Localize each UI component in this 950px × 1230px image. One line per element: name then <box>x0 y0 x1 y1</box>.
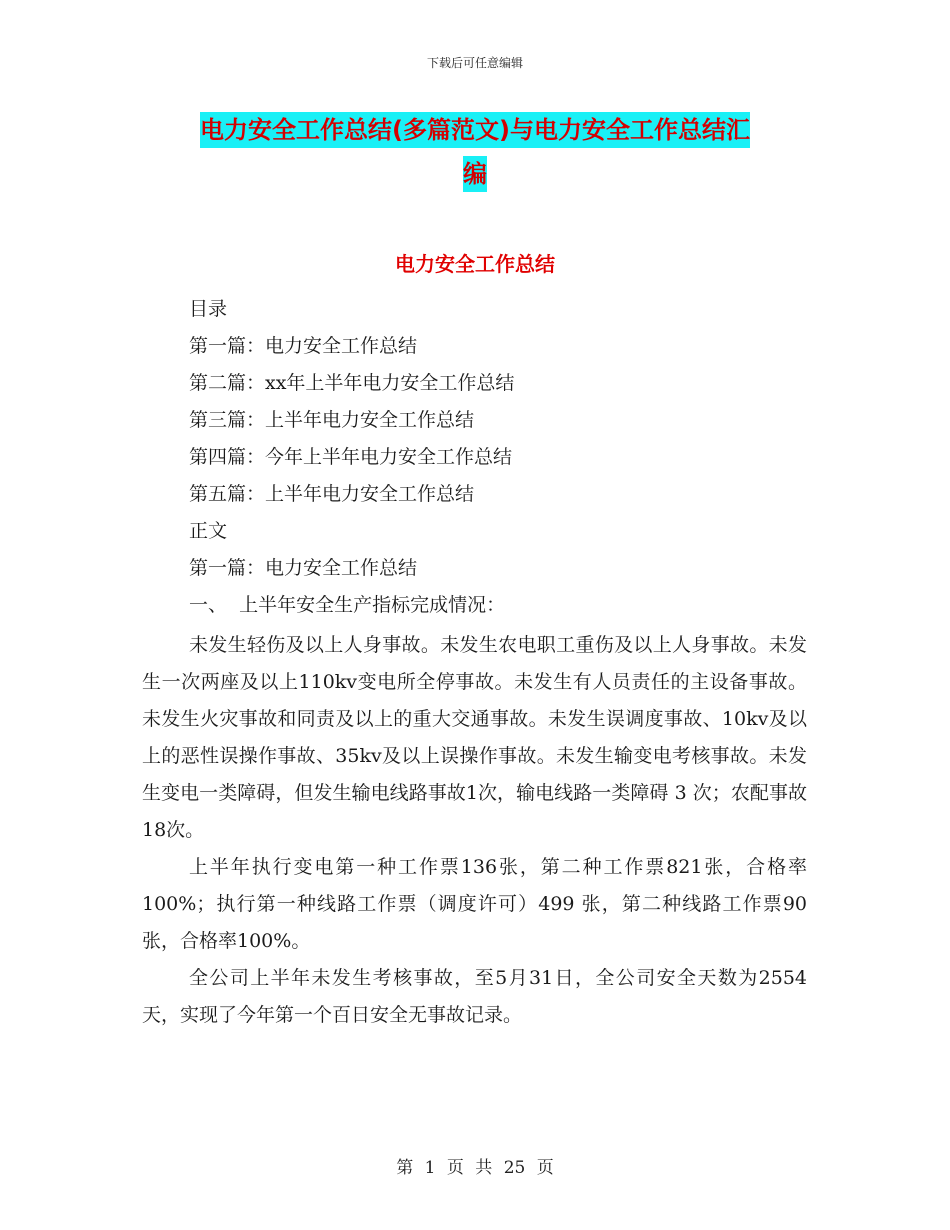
body-label: 正文 <box>189 520 228 542</box>
paragraph: 上半年执行变电第一种工作票136张，第二种工作票821张，合格率100%；执行第一种线路工作票（调度许可）499 张，第二种线路工作票90张，合格率100%。 <box>142 856 807 952</box>
toc-item: 第二篇：xx年上半年电力安全工作总结 <box>189 372 515 394</box>
toc-item: 第一篇：电力安全工作总结 <box>189 335 418 357</box>
toc-item: 第三篇：上半年电力安全工作总结 <box>189 409 475 431</box>
toc-heading: 目录 <box>189 298 228 320</box>
paragraph: 全公司上半年未发生考核事故，至5月31日，全公司安全天数为2554 天，实现了今年第一个百日安全无事故记录。 <box>142 967 807 1026</box>
document-title-line-1: 电力安全工作总结(多篇范文)与电力安全工作总结汇 <box>0 115 950 145</box>
section-title: 电力安全工作总结 <box>395 252 555 276</box>
body-text <box>142 627 807 1034</box>
page-footer: 第 1 页 共 25 页 <box>396 1158 554 1178</box>
document-title-line-2: 编 <box>0 159 950 189</box>
paragraph: 未发生轻伤及以上人身事故。未发生农电职工重伤及以上人身事故。未发生一次两座及以上110kv变电所全停事故。未发生有人员责任的主设备事故。未发生火灾事故和同责及以上的重大交通事故。未发生误调度事故、10kv及以上的恶性误操作事故、35kv及以上误操作事故。未发生输变电考核事故。未发生变电一类障碍，但发生输电线路事故1次，输电线路一类障碍 3 次；农配事故 18次。 <box>142 634 807 841</box>
toc-item: 第四篇：今年上半年电力安全工作总结 <box>189 446 513 468</box>
toc-item: 第五篇：上半年电力安全工作总结 <box>189 483 475 505</box>
section-heading: 一、 上半年安全生产指标完成情况： <box>189 594 506 616</box>
table-of-contents <box>189 294 514 627</box>
page-header: 下载后可任意编辑 <box>426 56 523 70</box>
article-heading: 第一篇：电力安全工作总结 <box>189 557 418 579</box>
